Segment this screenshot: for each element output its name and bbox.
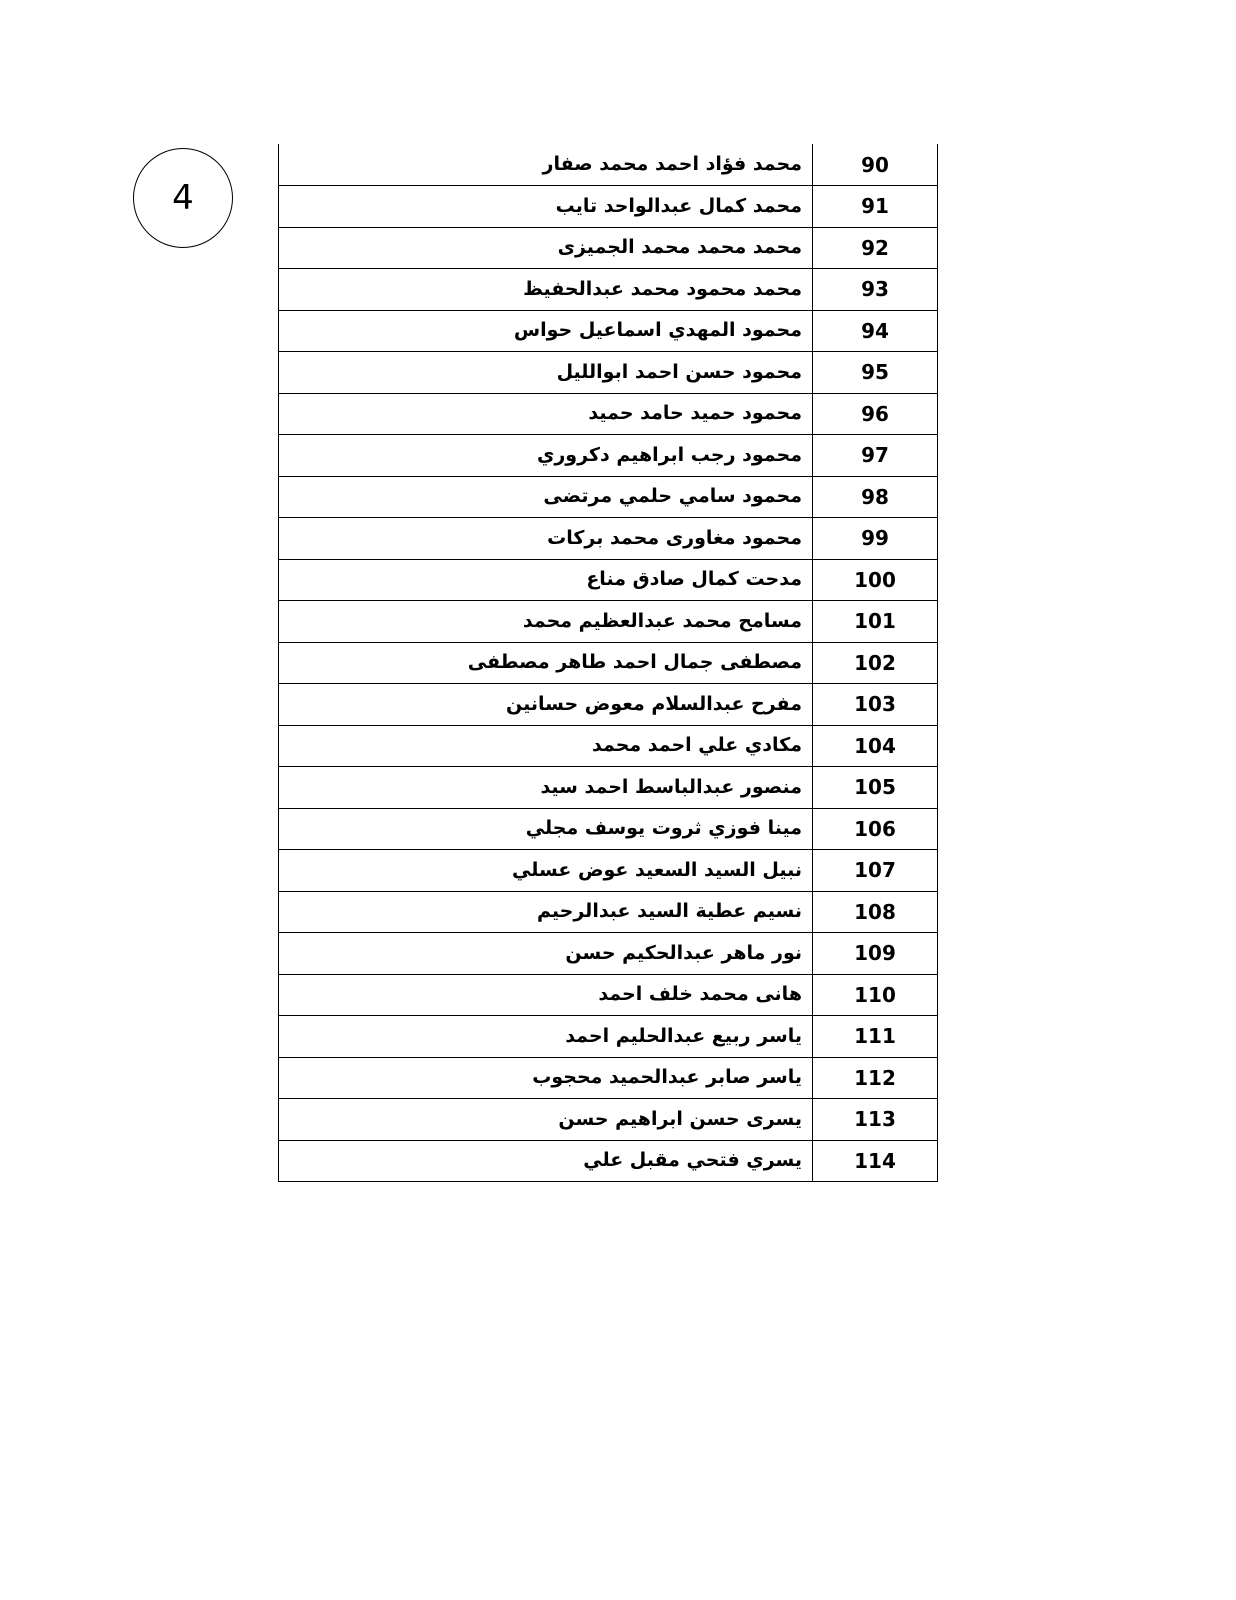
row-name: محمود حميد حامد حميد (279, 393, 813, 435)
row-name: هانى محمد خلف احمد (279, 974, 813, 1016)
row-name: يسرى حسن ابراهيم حسن (279, 1099, 813, 1141)
row-number: 90 (813, 144, 938, 186)
table-row (279, 476, 938, 518)
table-row (279, 518, 938, 560)
row-name: مصطفى جمال احمد طاهر مصطفى (279, 642, 813, 684)
row-number: 98 (813, 476, 938, 518)
row-number: 92 (813, 227, 938, 269)
row-name: محمود حسن احمد ابوالليل (279, 352, 813, 394)
row-number: 103 (813, 684, 938, 726)
row-number: 97 (813, 435, 938, 477)
row-number: 93 (813, 269, 938, 311)
row-number: 100 (813, 559, 938, 601)
row-number: 109 (813, 933, 938, 975)
row-name: نسيم عطية السيد عبدالرحيم (279, 891, 813, 933)
names-table-body (279, 144, 938, 1182)
row-name: محمود سامي حلمي مرتضى (279, 476, 813, 518)
table-row (279, 974, 938, 1016)
row-name: مفرح عبدالسلام معوض حسانين (279, 684, 813, 726)
table-row (279, 808, 938, 850)
row-name: ياسر ربيع عبدالحليم احمد (279, 1016, 813, 1058)
row-number: 101 (813, 601, 938, 643)
row-name: منصور عبدالباسط احمد سيد (279, 767, 813, 809)
table-row (279, 684, 938, 726)
table-row (279, 559, 938, 601)
table-row (279, 1140, 938, 1182)
row-number: 96 (813, 393, 938, 435)
names-table-container (278, 144, 937, 1182)
row-name: نور ماهر عبدالحكيم حسن (279, 933, 813, 975)
row-name: محمد كمال عبدالواحد تايب (279, 186, 813, 228)
row-number: 110 (813, 974, 938, 1016)
names-table (278, 144, 938, 1182)
table-row (279, 767, 938, 809)
row-name: محمود المهدي اسماعيل حواس (279, 310, 813, 352)
row-number: 111 (813, 1016, 938, 1058)
table-row (279, 269, 938, 311)
table-row (279, 1016, 938, 1058)
page-number-badge (133, 148, 233, 248)
table-row (279, 850, 938, 892)
row-name: مكادي علي احمد محمد (279, 725, 813, 767)
row-name: مينا فوزي ثروت يوسف مجلي (279, 808, 813, 850)
table-row (279, 435, 938, 477)
table-row (279, 227, 938, 269)
row-name: محمود مغاورى محمد بركات (279, 518, 813, 560)
row-number: 112 (813, 1057, 938, 1099)
row-name: نبيل السيد السعيد عوض عسلي (279, 850, 813, 892)
table-row (279, 1057, 938, 1099)
row-name: ياسر صابر عبدالحميد محجوب (279, 1057, 813, 1099)
page-number: 4 (172, 178, 194, 218)
row-number: 104 (813, 725, 938, 767)
table-row (279, 310, 938, 352)
table-row (279, 186, 938, 228)
row-name: محمود رجب ابراهيم دكروري (279, 435, 813, 477)
row-number: 113 (813, 1099, 938, 1141)
table-row (279, 933, 938, 975)
row-number: 114 (813, 1140, 938, 1182)
table-row (279, 393, 938, 435)
table-row (279, 725, 938, 767)
row-number: 105 (813, 767, 938, 809)
row-number: 108 (813, 891, 938, 933)
row-name: مدحت كمال صادق مناع (279, 559, 813, 601)
row-name: محمد فؤاد احمد محمد صفار (279, 144, 813, 186)
row-name: يسري فتحي مقبل علي (279, 1140, 813, 1182)
table-row (279, 1099, 938, 1141)
row-number: 107 (813, 850, 938, 892)
table-row (279, 601, 938, 643)
table-row (279, 144, 938, 186)
table-row (279, 642, 938, 684)
row-number: 94 (813, 310, 938, 352)
row-number: 106 (813, 808, 938, 850)
row-name: مسامح محمد عبدالعظيم محمد (279, 601, 813, 643)
row-name: محمد محمد محمد الجميزى (279, 227, 813, 269)
table-row (279, 352, 938, 394)
row-number: 95 (813, 352, 938, 394)
row-number: 91 (813, 186, 938, 228)
row-number: 99 (813, 518, 938, 560)
row-name: محمد محمود محمد عبدالحفيظ (279, 269, 813, 311)
row-number: 102 (813, 642, 938, 684)
table-row (279, 891, 938, 933)
